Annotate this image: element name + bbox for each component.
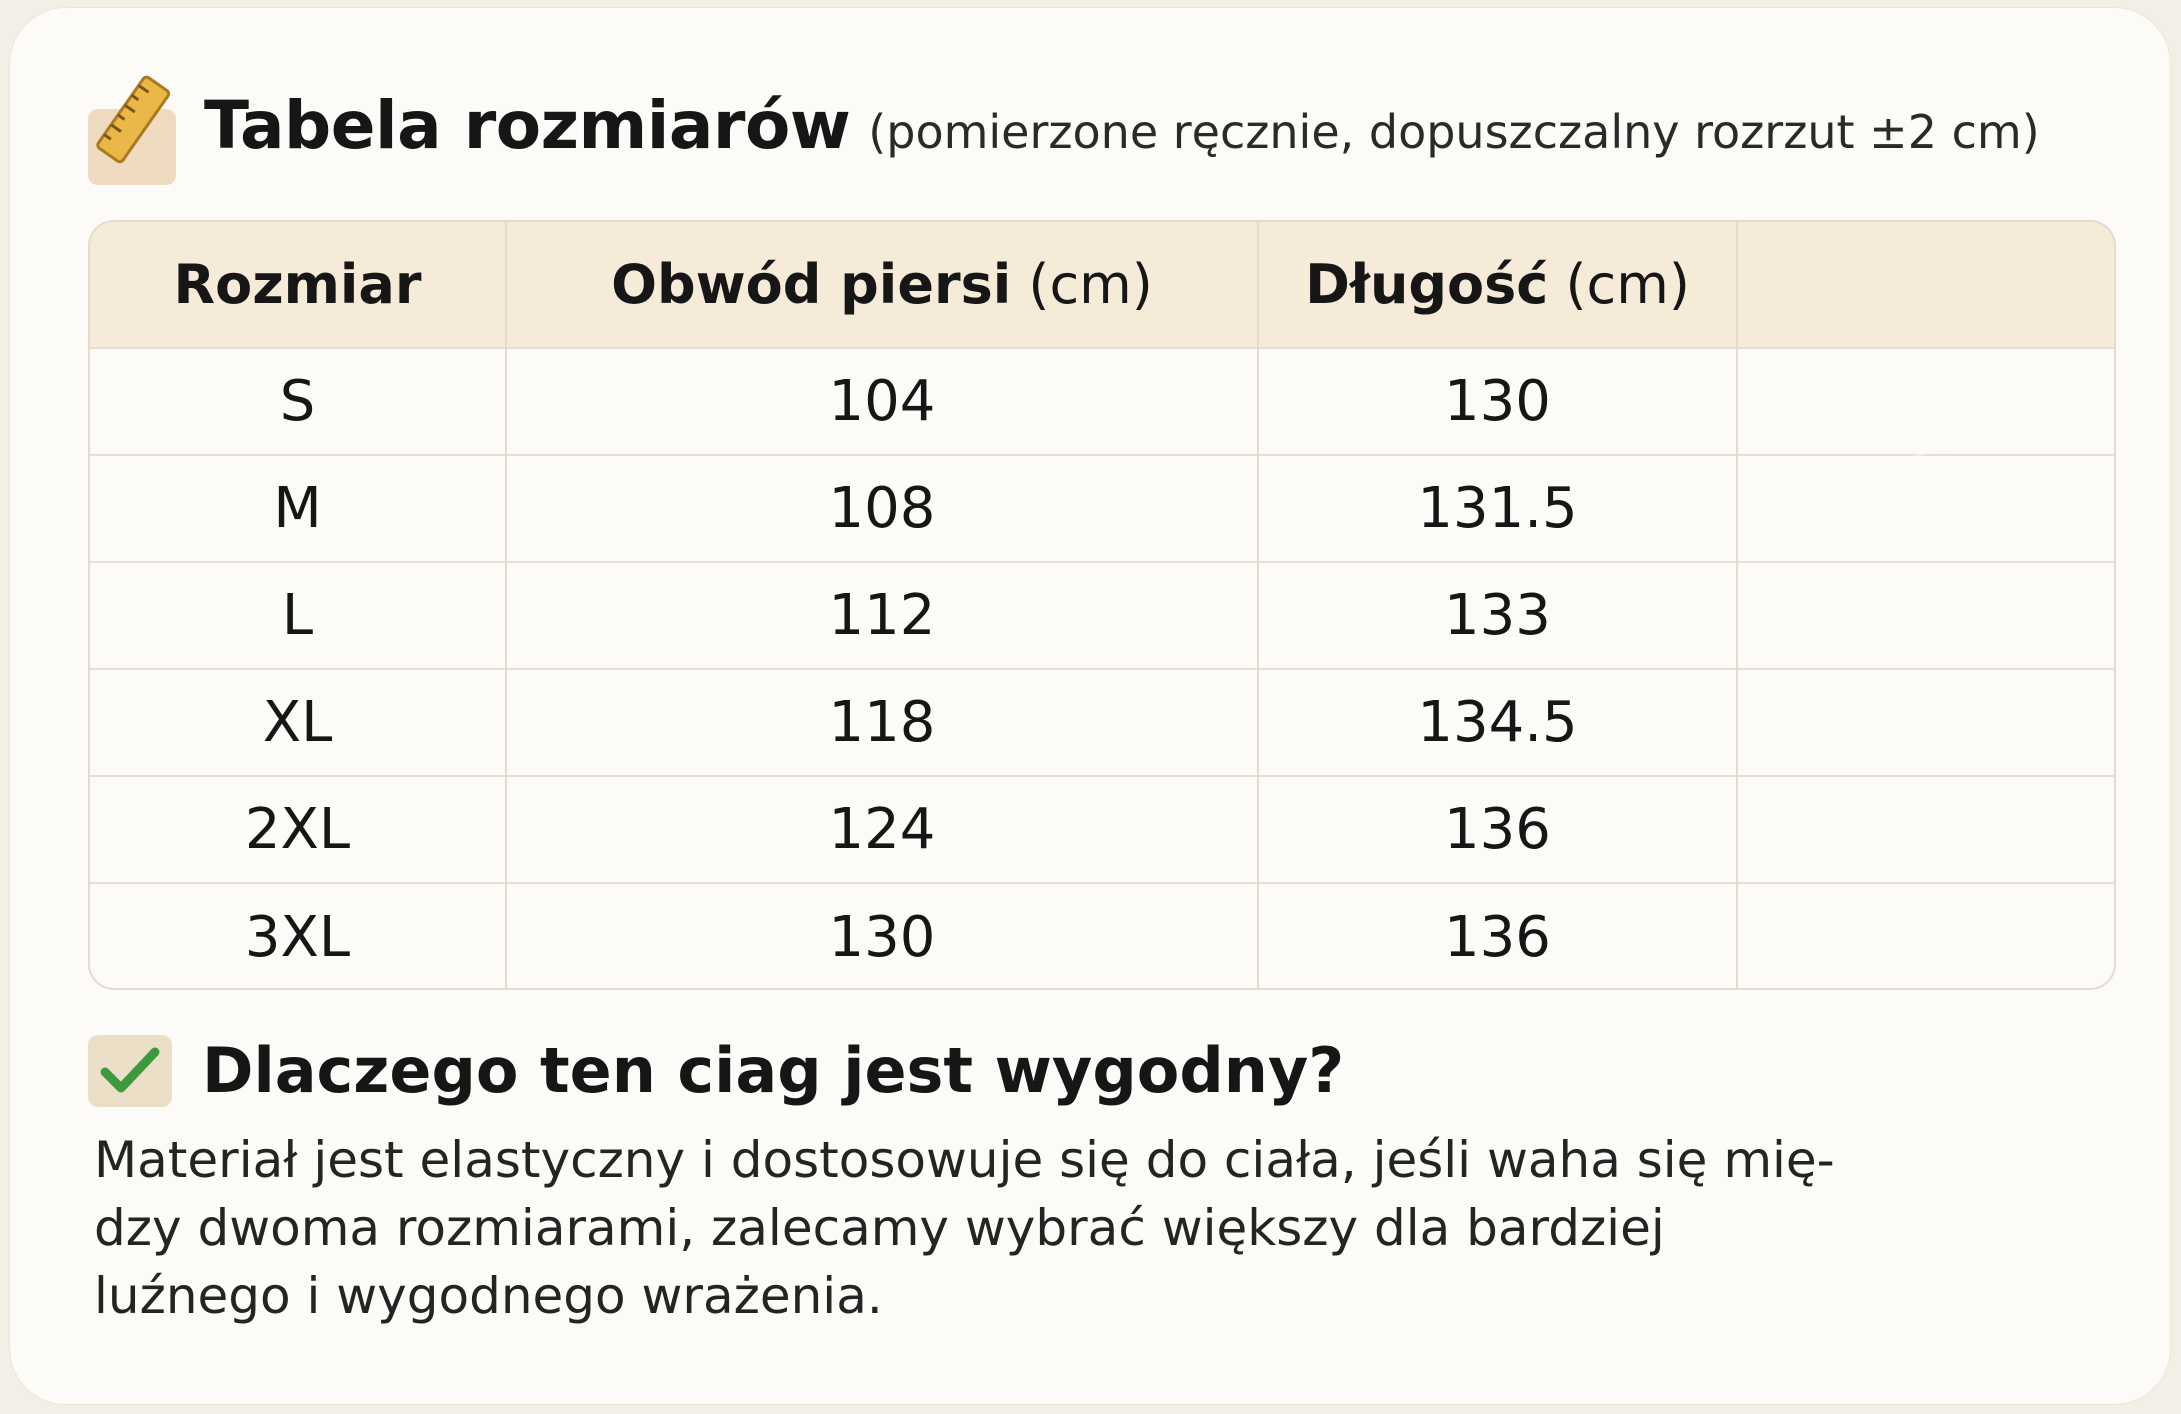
cell-chest: 112: [506, 562, 1258, 669]
cell-chest: 124: [506, 776, 1258, 883]
table-row: [90, 776, 2114, 883]
column-header-length: Długość (cm): [1258, 222, 1737, 348]
comfort-heading: Dlaczego ten ciag jest wygodny?: [202, 1034, 1345, 1107]
size-chart-card: [10, 8, 2170, 1404]
comfort-heading-row: [88, 1034, 1344, 1107]
cell-length: 133: [1258, 562, 1737, 669]
table-row: [90, 348, 2114, 455]
checkmark-icon: [88, 1035, 172, 1107]
cell-chest: 104: [506, 348, 1258, 455]
page-subtitle: (pomierzone ręcznie, dopuszczalny rozrzut ±2 cm): [868, 105, 2040, 159]
title-row: [88, 70, 2040, 180]
cell-size: 2XL: [90, 776, 506, 883]
column-header-size: Rozmiar: [90, 222, 506, 348]
cell-chest: 108: [506, 455, 1258, 562]
column-header-chest: Obwód piersi (cm): [506, 222, 1258, 348]
cell-empty: [1737, 883, 2114, 990]
cell-size: M: [90, 455, 506, 562]
cell-chest: 130: [506, 883, 1258, 990]
cell-size: 3XL: [90, 883, 506, 990]
cell-size: XL: [90, 669, 506, 776]
cell-empty: [1737, 669, 2114, 776]
table-row: [90, 562, 2114, 669]
cell-length: 134.5: [1258, 669, 1737, 776]
cell-chest: 118: [506, 669, 1258, 776]
cell-empty: [1737, 348, 2114, 455]
cell-length: 136: [1258, 883, 1737, 990]
cell-empty: [1737, 562, 2114, 669]
cell-size: L: [90, 562, 506, 669]
ruler-icon: [88, 81, 176, 169]
table-row: [90, 455, 2114, 562]
cell-length: 130: [1258, 348, 1737, 455]
cell-length: 131.5: [1258, 455, 1737, 562]
page-title: Tabela rozmiarów: [204, 86, 851, 164]
table-row: [90, 883, 2114, 990]
cell-size: S: [90, 348, 506, 455]
cell-empty: [1737, 776, 2114, 883]
cell-length: 136: [1258, 776, 1737, 883]
table-header-row: [90, 222, 2114, 348]
table-row: [90, 669, 2114, 776]
comfort-description: Materiał jest elastyczny i dostosowuje się do ciała, jeśli waha się mię- dzy dwoma rozmiarami, zalecamy wybrać większy dla bardziej luźnego i wygodnego wrażenia.: [94, 1131, 1835, 1325]
size-table: [88, 220, 2116, 990]
column-header-empty: [1737, 222, 2114, 348]
